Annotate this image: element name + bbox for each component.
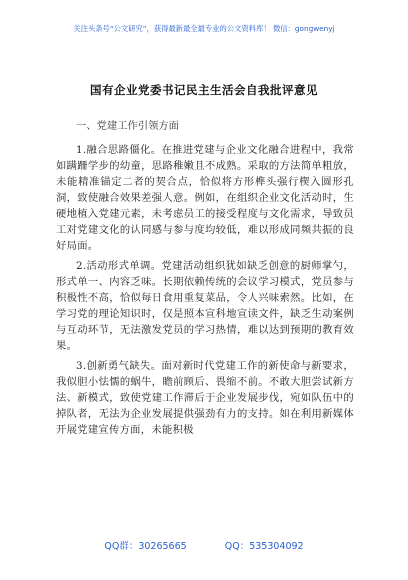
top-banner: 关注头条号“公文研究”，获得最新最全最专业的公文资料库！ 微信：gongwenyj: [73, 24, 335, 33]
page-title: 国有企业党委书记民主生活会自我批评意见: [90, 83, 318, 97]
footer: [0, 538, 408, 552]
footer-qq: QQ：535304092: [224, 541, 304, 552]
section-heading: 一、党建工作引领方面: [76, 120, 179, 132]
paragraph-2: 2.活动形式单调。党建活动组织犹如缺乏创意的厨师掌勺，形式单一、内容乏味。长期依赖传统的会议学习模式，党员参与积极性不高，恰似每日食用重复菜品，令人兴味索然。比如，在学习党的理论知识时，仅是照本宣科地宣读文件，缺乏生动案例与互动环节，无法激发党员的学习热情，难以达到预期的教育效果。: [56, 260, 354, 352]
paragraph-3: 3.创新勇气缺失。面对新时代党建工作的新使命与新要求，我似胆小怯懦的蜗牛，瞻前顾后、畏缩不前。不敢大胆尝试新方法、新模式，致使党建工作滞后于企业发展步伐，宛如队伍中的掉队者，无法为企业发展提供强劲有力的支持。如在利用新媒体开展党建宣传方面，未能积极: [56, 360, 354, 436]
document-body: [56, 118, 354, 442]
paragraph-1: 1.融合思路僵化。在推进党建与企业文化融合进程中，我常如蹒跚学步的幼童，思路稚嫩且不成熟。采取的方法简单粗放，未能精准锚定二者的契合点，恰似将方形榫头强行楔入圆形孔洞，致使融合效果差强人意。例如，在组织企业文化活动时，生硬地植入党建元素，未考虑员工的接受程度与文化需求，导致员工对党建文化的认同感与参与度均较低，难以形成同频共振的良好局面。: [56, 144, 354, 252]
footer-qq-group: QQ群：30265665: [104, 541, 187, 552]
